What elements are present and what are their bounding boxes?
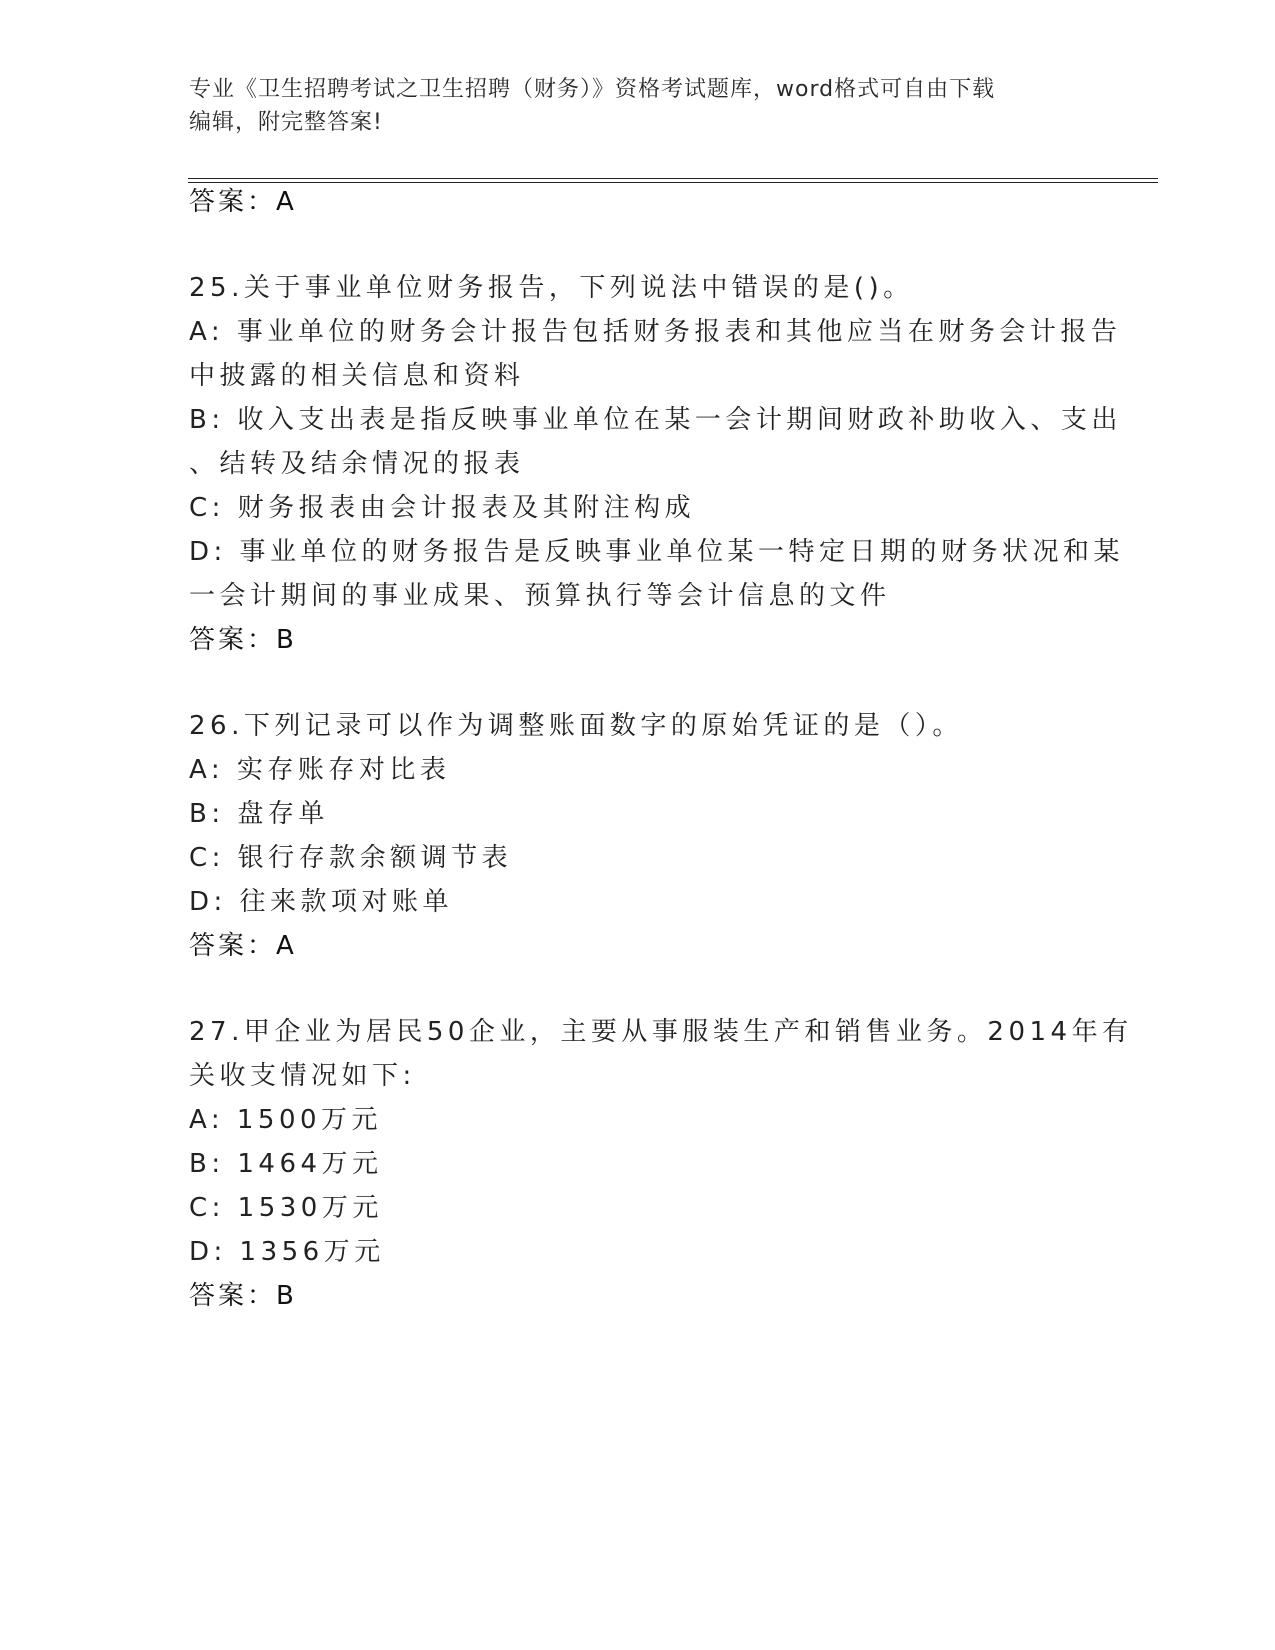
question-26-option-b: B: 盘存单 [189,799,329,829]
question-25-option-b: B: 收入支出表是指反映事业单位在某一会计期间财政补助收入、支出 [189,405,1122,435]
question-25-option-a: A: 事业单位的财务会计报告包括财务报表和其他应当在财务会计报告 [189,317,1122,347]
question-25-option-c: C: 财务报表由会计报表及其附注构成 [189,493,696,523]
page-header [189,73,1069,139]
header-divider [188,178,1158,183]
header-line-2: 编辑，附完整答案! [189,110,383,135]
question-27-stem: 27.甲企业为居民50企业，主要从事服装生产和销售业务。2014年有 [189,1017,1133,1047]
question-27-option-b: B: 1464万元 [189,1149,383,1179]
question-27-option-d: D: 1356万元 [189,1237,385,1267]
question-25-option-b-cont: 、结转及结余情况的报表 [189,449,525,479]
question-27-answer: 答案：B [189,1281,297,1311]
question-27-option-c: C: 1530万元 [189,1193,383,1223]
question-25-answer: 答案：B [189,625,297,655]
question-27-option-a: A: 1500万元 [189,1105,383,1135]
question-26-answer: 答案：A [189,931,297,961]
question-25-option-d: D: 事业单位的财务报告是反映事业单位某一特定日期的财务状况和某 [189,537,1125,567]
question-26-option-d: D: 往来款项对账单 [189,887,454,917]
question-25-option-a-cont: 中披露的相关信息和资料 [189,361,525,391]
question-26-option-a: A: 实存账存对比表 [189,755,451,785]
question-26-stem: 26.下列记录可以作为调整账面数字的原始凭证的是（）。 [189,711,963,741]
question-25-stem: 25.关于事业单位财务报告，下列说法中错误的是()。 [189,273,914,303]
previous-answer: 答案：A [189,187,297,217]
header-line-1: 专业《卫生招聘考试之卫生招聘（财务）》资格考试题库，word格式可自由下载 [189,77,996,102]
question-26-option-c: C: 银行存款余额调节表 [189,843,513,873]
question-25-option-d-cont: 一会计期间的事业成果、预算执行等会计信息的文件 [189,581,891,611]
question-27-stem-cont: 关收支情况如下: [189,1061,416,1091]
